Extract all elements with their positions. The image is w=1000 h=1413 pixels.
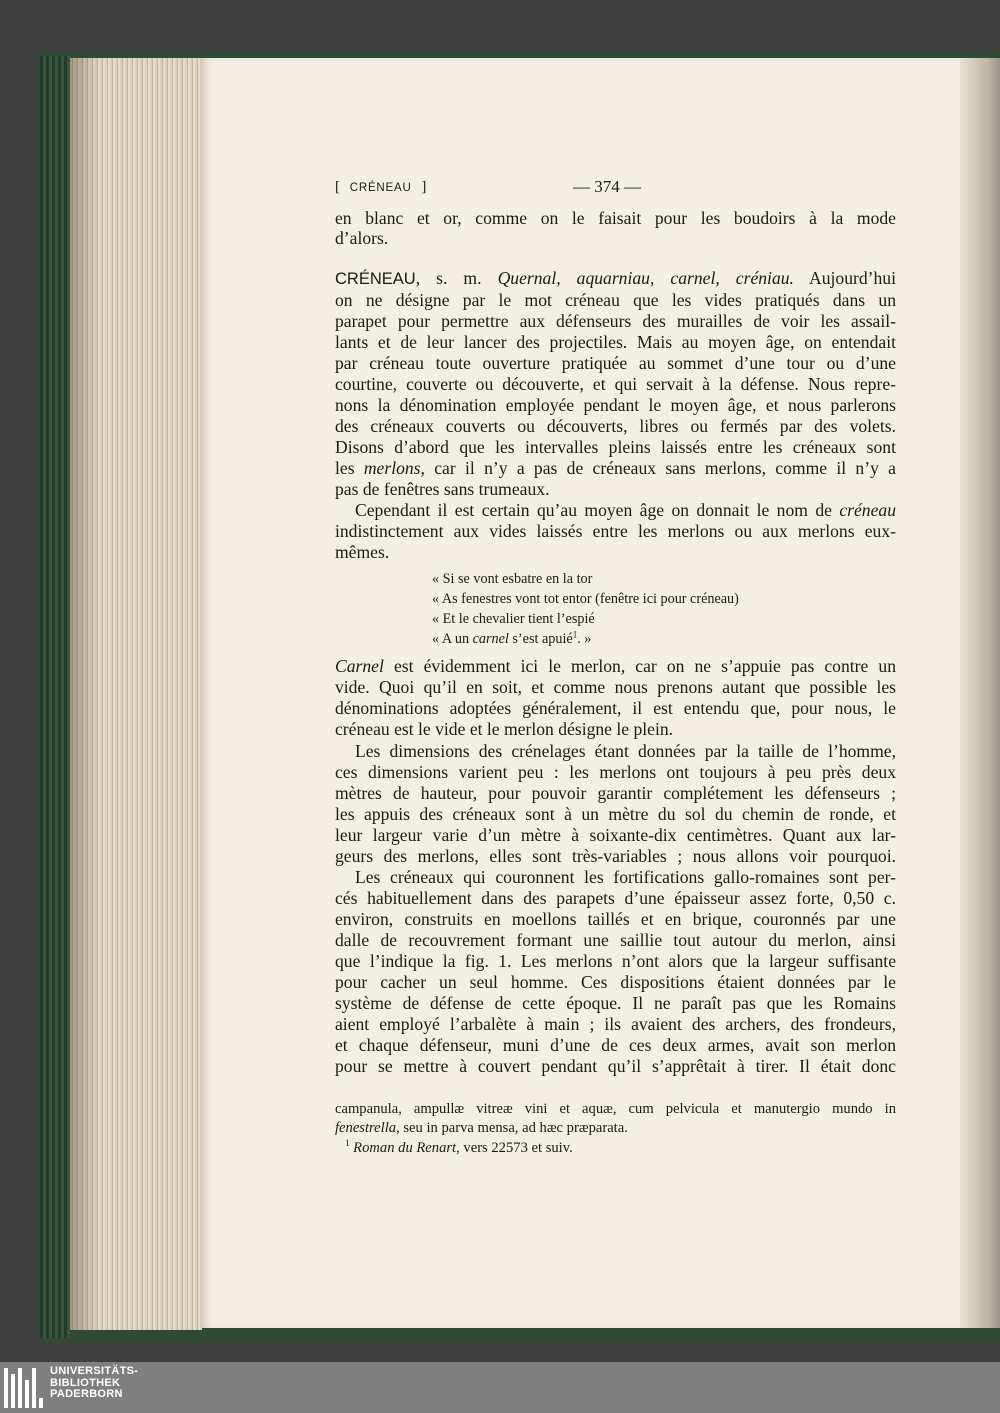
verse-line: [432, 629, 591, 649]
body-line: courtine, couverte ou découverte, et qui servait à la défense. Nous repre-: [335, 374, 896, 394]
running-head-bracket-close: ]: [421, 179, 427, 195]
body-line: dalle de recouvrement formant une saillie tout autour du merlon, ainsi: [335, 930, 896, 950]
logo-line: PADERBORN: [50, 1388, 123, 1400]
footnote-line: campanula, ampullæ vitreæ vini et aquæ, cum pelvicula et manutergio mundo in: [335, 1101, 896, 1117]
verse-text: . »: [577, 631, 592, 647]
body-line: Les créneaux qui couronnent les fortifications gallo-romaines sont per-: [355, 867, 896, 887]
body-line: vide. Quoi qu’il en soit, et comme nous prenons autant que possible les: [335, 677, 896, 697]
body-line: mêmes.: [335, 542, 390, 562]
entry-forms: Quernal, aquarniau, carnel, créniau.: [497, 268, 794, 288]
body-line: [335, 656, 896, 676]
footnote-text: , vers 22573 et suiv.: [456, 1140, 573, 1156]
footnote-marker: 1: [345, 1138, 350, 1149]
entry-grammar: , s. m.: [415, 268, 482, 288]
body-line: lants et de leur lancer des projectiles. Mais au moyen âge, on entendait: [335, 332, 896, 352]
body-line: les appuis des créneaux sont à un mètre du sol du chemin de ronde, et: [335, 804, 896, 824]
body-line-rest: est évidemment ici le merlon, car on ne s’appuie pas contre un: [393, 656, 896, 676]
footnote-ref: 1: [572, 629, 578, 640]
body-line: ces dimensions varient peu : les merlons ont toujours à peu près deux: [335, 762, 896, 782]
body-line: pour cacher un seul homme. Ces dispositions étaient données par le: [335, 972, 896, 992]
verse-carnel: carnel: [472, 631, 509, 647]
running-head-bracket-open: [: [335, 179, 340, 195]
page-curl: [960, 58, 1000, 1328]
page-stack-shadow: [70, 58, 100, 1330]
body-line: par créneau toute ouverture pratiquée au sommet d’une tour ou d’une: [335, 353, 896, 373]
body-line-rest: Cependant il est certain qu’au moyen âge on donnait le nom de: [355, 500, 832, 520]
library-logo-icon: [4, 1368, 44, 1408]
word-les: les: [335, 458, 355, 478]
body-line: parapet pour permettre aux défenseurs des murailles de voir les assail-: [335, 311, 896, 331]
body-line: mètres de hauteur, pour pouvoir garantir complétement les défenseurs ;: [335, 783, 896, 803]
logo-line: BIBLIOTHEK: [50, 1376, 121, 1389]
body-line: pour se mettre à couvert pendant qu’il s’apprêtait à tirer. Il était donc: [335, 1056, 896, 1076]
body-line: en blanc et or, comme on le faisait pour les boudoirs à la mode: [335, 208, 896, 228]
word-carnel: Carnel: [335, 656, 384, 676]
body-line: on ne désigne par le mot créneau que les vides pratiqués dans un: [335, 290, 896, 310]
body-line: [335, 458, 896, 478]
footnote-title: Roman du Renart: [353, 1140, 457, 1156]
body-line: que l’indique la fig. 1. Les merlons n’ont alors que la largeur suffisante: [335, 951, 896, 971]
footnote-line: [335, 1118, 896, 1138]
entry-headword: CRÉNEAU: [335, 270, 416, 288]
footnote-1: [345, 1138, 896, 1158]
running-head-word: CRÉNEAU: [349, 182, 412, 194]
body-line: cés habituellement dans des parapets d’une épaisseur assez forte, 0,50 c.: [335, 888, 896, 908]
logo-line: UNIVERSITÄTS-: [50, 1365, 139, 1377]
word-creneau: créneau: [839, 500, 896, 520]
library-logo-text: [50, 1366, 138, 1401]
body-line: environ, construits en moellons taillés et en brique, couronnés par une: [335, 909, 896, 929]
body-line: geurs des merlons, elles sont très-variables ; nous allons voir pourquoi.: [335, 846, 896, 866]
verse-text: « A un: [432, 631, 470, 647]
body-line: d’alors.: [335, 228, 389, 248]
body-line: indistinctement aux vides laissés entre les merlons ou aux merlons eux-: [335, 521, 896, 541]
body-line: pas de fenêtres sans trumeaux.: [335, 479, 550, 499]
footnote-text: , seu in parva mensa, ad hæc præparata.: [396, 1120, 628, 1136]
verse-line: « As fenestres vont tot entor (fenêtre ici pour créneau): [432, 591, 739, 607]
footnote-italic: fenestrella: [335, 1120, 397, 1136]
body-line-rest: car il n’y a pas de créneaux sans merlons, comme il n’y a: [434, 458, 896, 478]
verse-line: « Si se vont esbatre en la tor: [432, 571, 593, 587]
book-cover-edge: [40, 56, 70, 1338]
word-merlons: merlons,: [363, 458, 425, 478]
body-line: aient employé l’arbalète à main ; ils avaient des archers, des frondeurs,: [335, 1014, 896, 1034]
body-line: leur largeur varie d’un mètre à soixante-dix centimètres. Quant aux lar-: [335, 825, 896, 845]
body-line: nons la dénomination employée pendant le moyen âge, et nous parlerons: [335, 395, 896, 415]
body-line: Les dimensions des crénelages étant données par la taille de l’homme,: [355, 741, 896, 761]
entry-heading-line: [335, 268, 896, 289]
body-line: dénominations adoptées généralement, il est entendu que, pour nous, le: [335, 698, 896, 718]
library-footer: [0, 1362, 1000, 1413]
body-line: des créneaux couverts ou découverts, libres ou fermés par des volets.: [335, 416, 896, 436]
entry-rest: Aujourd’hui: [809, 268, 896, 288]
page-number: — 374 —: [573, 177, 641, 196]
body-line: créneau est le vide et le merlon désigne le plein.: [335, 719, 674, 739]
body-line: [355, 500, 896, 520]
body-line: Disons d’abord que les intervalles pleins laissés entre les créneaux sont: [335, 437, 896, 457]
body-line: et chaque défenseur, muni d’une de ces deux armes, avait son merlon: [335, 1035, 896, 1055]
running-head: [335, 177, 426, 198]
body-line: système de défense de cette époque. Il ne paraît pas que les Romains: [335, 993, 896, 1013]
verse-line: « Et le chevalier tient l’espié: [432, 611, 595, 627]
verse-text: s’est apuié: [512, 631, 573, 647]
